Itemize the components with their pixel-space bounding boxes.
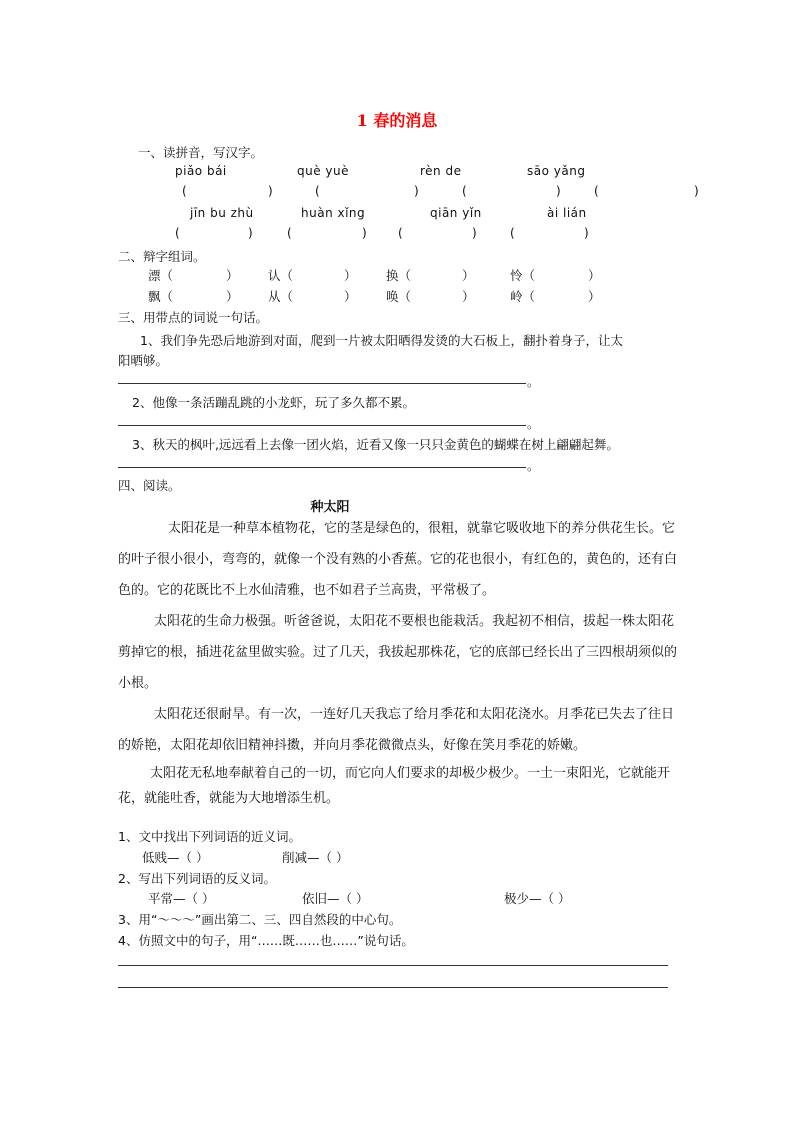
pinyin-item: ài lián	[547, 206, 587, 220]
question-4: 4、仿照文中的句子，用“……既……也……”说句话。	[118, 933, 414, 948]
question-2-item-c: 极少—（ ）	[504, 891, 571, 906]
char-paren: ）	[226, 268, 239, 283]
sentence-1-line-2: 阳晒够。	[118, 353, 169, 368]
question-2-item-b: 依旧—（ ）	[302, 891, 369, 906]
section-1-heading: 一、读拼音，写汉字。	[138, 145, 264, 160]
char-item: 认（	[268, 268, 294, 283]
answer-line	[118, 383, 526, 384]
answer-paren-close: )	[694, 184, 699, 198]
section-3-heading: 三、用带点的词说一句话。	[118, 310, 269, 325]
pinyin-item: huàn xǐng	[301, 206, 366, 220]
answer-paren-close: )	[414, 184, 419, 198]
answer-paren-open: (	[182, 184, 187, 198]
answer-line	[118, 987, 668, 988]
char-item: 飘（	[148, 289, 174, 304]
answer-paren-close: )	[472, 226, 477, 240]
essay-paragraph-2: 太阳花的生命力极强。听爸爸说，太阳花不要根也能栽活。我起初不相信，拔起一株太阳花剪掉它的根，插进花盆里做实验。过了几天，我拔起那株花，它的底部已经长出了三四根胡须似的小根。	[118, 614, 678, 691]
essay-paragraph-1: 太阳花是一种草本植物花，它的茎是绿色的，很粗，就靠它吸收地下的养分供花生长。它的叶子很小很小，弯弯的，就像一个没有熟的小香蕉。它的花也很小，有红色的，黄色的，还有白色的。它的花既比不上水仙清雅，也不如君子兰高贵，平常极了。	[118, 521, 678, 598]
answer-paren-close: )	[556, 184, 561, 198]
char-item: 漂（	[148, 268, 174, 283]
answer-line	[118, 467, 526, 468]
answer-paren-open: (	[287, 226, 292, 240]
pinyin-item: piǎo bái	[175, 164, 227, 178]
char-item: 换（	[386, 268, 412, 283]
sentence-2: 2、他像一条活蹦乱跳的小龙虾，玩了多久都不累。	[132, 395, 415, 410]
answer-period: 。	[527, 416, 540, 431]
char-paren: ）	[588, 289, 601, 304]
pinyin-item: jīn bu zhù	[190, 206, 254, 220]
answer-paren-close: )	[268, 184, 273, 198]
question-1-item-a: 低贱—（ ）	[142, 850, 209, 865]
char-paren: ）	[462, 268, 475, 283]
answer-paren-close: )	[248, 226, 253, 240]
question-2-item-a: 平常—（ ）	[148, 891, 215, 906]
char-paren: ）	[226, 289, 239, 304]
pinyin-item: què yuè	[297, 164, 350, 178]
pinyin-item: qiān yǐn	[430, 206, 482, 220]
question-1-item-b: 削减—（ ）	[282, 850, 349, 865]
answer-line	[118, 425, 526, 426]
answer-paren-open: (	[175, 226, 180, 240]
answer-paren-close: )	[584, 226, 589, 240]
section-4-heading: 四、阅读。	[118, 478, 181, 493]
answer-line	[118, 965, 668, 966]
char-paren: ）	[344, 289, 357, 304]
char-paren: ）	[462, 289, 475, 304]
answer-paren-open: (	[462, 184, 467, 198]
answer-paren-close: )	[362, 226, 367, 240]
page-title: 1 春的消息	[356, 111, 438, 130]
question-3: 3、用“～～～”画出第二、三、四自然段的中心句。	[118, 912, 402, 927]
essay-paragraph-4: 太阳花无私地奉献着自己的一切，而它向人们要求的却极少极少。一土一束阳光，它就能开花，就能吐香，就能为大地增添生机。	[118, 766, 671, 806]
answer-paren-open: (	[594, 184, 599, 198]
question-1: 1、文中找出下列词语的近义词。	[118, 829, 301, 844]
char-item: 唤（	[386, 289, 412, 304]
answer-period: 。	[527, 374, 540, 389]
answer-paren-open: (	[315, 184, 320, 198]
char-item: 怜（	[510, 268, 536, 283]
sentence-1-line-1: 1、我们争先恐后地游到对面，爬到一片被太阳晒得发烫的大石板上，翻扑着身子，让太	[140, 333, 623, 348]
pinyin-item: sāo yǎng	[527, 164, 586, 178]
answer-paren-open: (	[398, 226, 403, 240]
char-paren: ）	[588, 268, 601, 283]
essay-title: 种太阳	[310, 500, 350, 515]
char-paren: ）	[344, 268, 357, 283]
sentence-3: 3、秋天的枫叶,远远看上去像一团火焰，近看又像一只只金黄色的蝴蝶在树上翩翩起舞。	[132, 437, 619, 452]
answer-paren-open: (	[510, 226, 515, 240]
essay-paragraph-3: 太阳花还很耐旱。有一次，一连好几天我忘了给月季花和太阳花浇水。月季花已失去了往日的娇艳，太阳花却依旧精神抖擞，并向月季花微微点头，好像在笑月季花的娇嫩。	[118, 707, 675, 753]
section-2-heading: 二、辩字组词。	[118, 249, 206, 264]
pinyin-item: rèn de	[420, 164, 462, 178]
char-item: 从（	[268, 289, 294, 304]
question-2: 2、写出下列词语的反义词。	[118, 871, 276, 886]
answer-period: 。	[527, 458, 540, 473]
char-item: 岭（	[510, 289, 536, 304]
